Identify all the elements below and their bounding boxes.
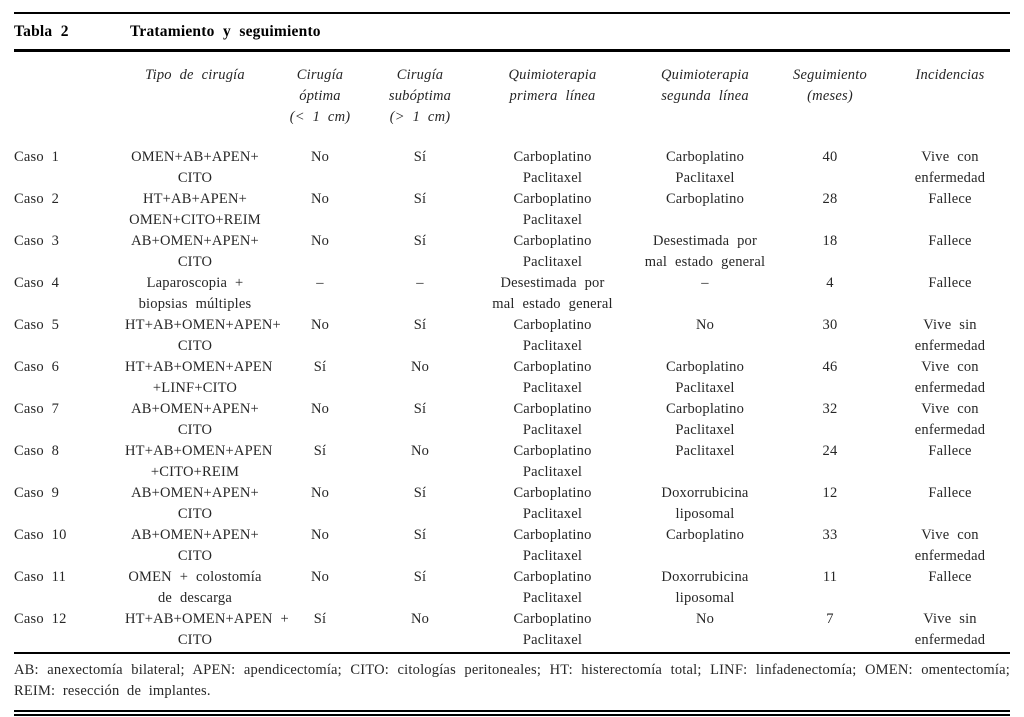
treatment-table (14, 65, 1010, 651)
table-label: Tabla 2 (14, 23, 69, 40)
cell-optima: No (310, 569, 330, 585)
col-header-cirugia-suboptima: Cirugía subóptima (> 1 cm) (388, 67, 452, 125)
cell-caso: Caso 7 (14, 401, 60, 417)
cell-caso: Caso 6 (14, 359, 60, 375)
col-header-caso (14, 65, 125, 147)
cell-optima: No (310, 191, 330, 207)
cell-optima: No (310, 233, 330, 249)
cell-optima: No (310, 485, 330, 501)
cell-incidencias: Vive con enfermedad (914, 359, 986, 396)
cell-seguimiento: 30 (822, 317, 838, 333)
table-row (14, 147, 1010, 189)
cell-quimio2: No (695, 317, 715, 333)
table-body (14, 147, 1010, 651)
cell-seguimiento: 32 (822, 401, 838, 417)
cell-incidencias: Fallece (928, 485, 972, 501)
cell-optima: – (316, 275, 324, 291)
cell-quimio2: Doxorrubicina liposomal (661, 569, 749, 606)
cell-tipo: HT+AB+OMEN+APEN +LINF+CITO (125, 359, 273, 396)
cell-caso: Caso 5 (14, 317, 60, 333)
cell-suboptima: No (410, 611, 430, 627)
cell-suboptima: Sí (413, 149, 427, 165)
cell-caso: Caso 8 (14, 443, 60, 459)
cell-caso: Caso 12 (14, 611, 67, 627)
table-caption (14, 14, 1010, 49)
cell-quimio2: Carboplatino (665, 191, 745, 207)
cell-tipo: AB+OMEN+APEN+ CITO (131, 233, 259, 270)
cell-optima: No (310, 401, 330, 417)
cell-quimio2: Doxorrubicina liposomal (661, 485, 749, 522)
cell-tipo: HT+AB+OMEN+APEN+ CITO (125, 317, 281, 354)
cell-seguimiento: 24 (822, 443, 838, 459)
cell-tipo: AB+OMEN+APEN+ CITO (131, 485, 259, 522)
cell-suboptima: Sí (413, 191, 427, 207)
cell-quimio2: Carboplatino Paclitaxel (665, 401, 745, 438)
cell-suboptima: Sí (413, 569, 427, 585)
cell-quimio1: Carboplatino Paclitaxel (513, 485, 592, 522)
cell-suboptima: Sí (413, 317, 427, 333)
cell-quimio2: – (701, 275, 709, 291)
cell-incidencias: Vive con enfermedad (914, 149, 986, 186)
bottom-rule (14, 710, 1010, 716)
cell-seguimiento: 18 (822, 233, 838, 249)
table-row (14, 189, 1010, 231)
cell-optima: No (310, 527, 330, 543)
cell-suboptima: Sí (413, 233, 427, 249)
cell-quimio1: Carboplatino Paclitaxel (513, 191, 592, 228)
cell-caso: Caso 1 (14, 149, 60, 165)
cell-tipo: AB+OMEN+APEN+ CITO (131, 527, 259, 564)
cell-caso: Caso 3 (14, 233, 60, 249)
cell-incidencias: Fallece (928, 275, 972, 291)
cell-quimio1: Carboplatino Paclitaxel (513, 317, 592, 354)
cell-seguimiento: 33 (822, 527, 838, 543)
cell-quimio2: Carboplatino Paclitaxel (665, 359, 745, 396)
cell-caso: Caso 11 (14, 569, 67, 585)
col-header-cirugia-optima: Cirugía óptima (< 1 cm) (289, 67, 351, 125)
cell-optima: Sí (313, 359, 327, 375)
cell-quimio1: Carboplatino Paclitaxel (513, 611, 592, 648)
caption-rule (14, 49, 1010, 52)
cell-tipo: Laparoscopia + biopsias múltiples (138, 275, 252, 312)
cell-optima: No (310, 149, 330, 165)
cell-caso: Caso 10 (14, 527, 67, 543)
cell-quimio1: Carboplatino Paclitaxel (513, 527, 592, 564)
cell-incidencias: Vive con enfermedad (914, 527, 986, 564)
col-header-tipo-cirugia: Tipo de cirugía (145, 67, 245, 83)
table-row (14, 399, 1010, 441)
cell-quimio2: Desestimada por mal estado general (644, 233, 766, 270)
table-row (14, 483, 1010, 525)
cell-suboptima: Sí (413, 401, 427, 417)
table-row (14, 609, 1010, 651)
cell-seguimiento: 40 (822, 149, 838, 165)
cell-quimio2: Carboplatino Paclitaxel (665, 149, 745, 186)
cell-tipo: OMEN+AB+APEN+ CITO (131, 149, 259, 186)
cell-tipo: OMEN + colostomía de descarga (128, 569, 262, 606)
footnote: AB: anexectomía bilateral; APEN: apendicectomía; CITO: citologías peritoneales; HT: histerectomía total; LINF: linfadenectomía; OMEN: omentectomía; REIM: resección de implantes. (14, 662, 1010, 699)
cell-optima: Sí (313, 611, 327, 627)
table-title: Tratamiento y seguimiento (130, 23, 321, 40)
cell-caso: Caso 4 (14, 275, 60, 291)
cell-incidencias: Fallece (928, 443, 972, 459)
cell-caso: Caso 2 (14, 191, 60, 207)
cell-quimio1: Carboplatino Paclitaxel (513, 233, 592, 270)
cell-quimio1: Carboplatino Paclitaxel (513, 401, 592, 438)
cell-incidencias: Vive con enfermedad (914, 401, 986, 438)
cell-incidencias: Fallece (928, 233, 972, 249)
cell-tipo: HT+AB+OMEN+APEN + CITO (125, 611, 289, 648)
cell-seguimiento: 11 (822, 569, 838, 585)
table-row (14, 357, 1010, 399)
col-header-quimio-segunda-linea: Quimioterapia segunda línea (661, 67, 749, 104)
table-row (14, 441, 1010, 483)
cell-seguimiento: 4 (826, 275, 834, 291)
cell-optima: No (310, 317, 330, 333)
cell-caso: Caso 9 (14, 485, 60, 501)
cell-tipo: HT+AB+OMEN+APEN +CITO+REIM (125, 443, 273, 480)
col-header-seguimiento-meses: Seguimiento (meses) (793, 67, 867, 104)
cell-quimio2: Carboplatino (665, 527, 745, 543)
table-row (14, 315, 1010, 357)
col-header-quimio-primera-linea: Quimioterapia primera línea (508, 67, 597, 104)
header-row (14, 65, 1010, 147)
table-row (14, 231, 1010, 273)
cell-seguimiento: 46 (822, 359, 838, 375)
cell-incidencias: Fallece (928, 191, 972, 207)
cell-tipo: AB+OMEN+APEN+ CITO (131, 401, 259, 438)
cell-quimio2: No (695, 611, 715, 627)
cell-quimio1: Carboplatino Paclitaxel (513, 359, 592, 396)
cell-quimio1: Desestimada por mal estado general (492, 275, 613, 312)
cell-seguimiento: 7 (826, 611, 834, 627)
cell-seguimiento: 12 (822, 485, 838, 501)
cell-quimio2: Paclitaxel (675, 443, 735, 459)
cell-quimio1: Carboplatino Paclitaxel (513, 443, 592, 480)
table-row (14, 567, 1010, 609)
cell-incidencias: Fallece (928, 569, 972, 585)
cell-incidencias: Vive sin enfermedad (914, 611, 986, 648)
table-row (14, 273, 1010, 315)
cell-suboptima: Sí (413, 527, 427, 543)
cell-incidencias: Vive sin enfermedad (914, 317, 986, 354)
cell-tipo: HT+AB+APEN+ OMEN+CITO+REIM (129, 191, 261, 228)
cell-quimio1: Carboplatino Paclitaxel (513, 149, 592, 186)
cell-suboptima: No (410, 359, 430, 375)
cell-quimio1: Carboplatino Paclitaxel (513, 569, 592, 606)
cell-suboptima: Sí (413, 485, 427, 501)
table-row (14, 525, 1010, 567)
cell-suboptima: – (416, 275, 424, 291)
cell-suboptima: No (410, 443, 430, 459)
col-header-incidencias: Incidencias (915, 67, 985, 83)
cell-optima: Sí (313, 443, 327, 459)
cell-seguimiento: 28 (822, 191, 838, 207)
